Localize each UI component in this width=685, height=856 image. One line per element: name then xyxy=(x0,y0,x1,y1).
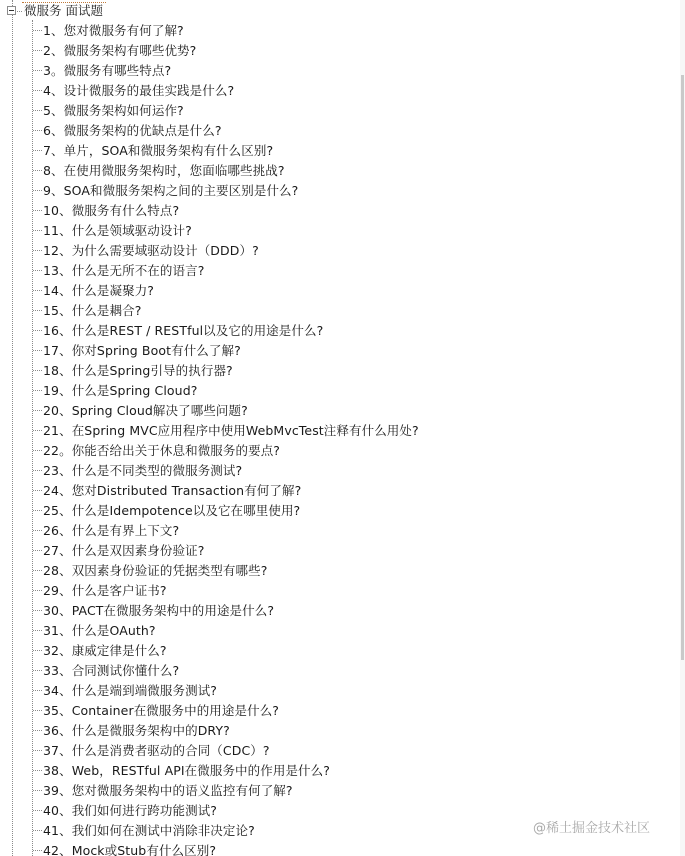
tree-connector xyxy=(33,110,42,111)
tree-node-item[interactable] xyxy=(0,61,680,81)
tree-connector xyxy=(33,790,42,791)
tree-node-item[interactable] xyxy=(0,401,680,421)
tree-node-item[interactable] xyxy=(0,541,680,561)
tree-node-item-label[interactable]: 39、您对微服务架构中的语义监控有何了解? xyxy=(43,783,293,798)
tree-node-item[interactable] xyxy=(0,221,680,241)
tree-node-item-label[interactable]: 7、单片，SOA和微服务架构有什么区别? xyxy=(43,143,274,158)
tree-node-item[interactable] xyxy=(0,721,680,741)
tree-node-item-label[interactable]: 14、什么是凝聚力? xyxy=(43,283,155,298)
tree-node-item-label[interactable]: 30、PACT在微服务架构中的用途是什么? xyxy=(43,603,275,618)
tree-node-item-label[interactable]: 5、微服务架构如何运作? xyxy=(43,103,184,118)
tree-connector xyxy=(33,670,42,671)
tree-node-item-label[interactable]: 9、SOA和微服务架构之间的主要区别是什么? xyxy=(43,183,299,198)
tree-connector xyxy=(33,510,42,511)
tree-connector xyxy=(33,730,42,731)
scrollbar-thumb[interactable] xyxy=(681,75,684,660)
tree-node-item[interactable] xyxy=(0,501,680,521)
tree-connector xyxy=(33,470,42,471)
tree-node-item-label[interactable]: 42、Mock或Stub有什么区别? xyxy=(43,843,217,856)
tree-connector xyxy=(33,450,42,451)
tree-node-item[interactable] xyxy=(0,101,680,121)
tree-node-item-label[interactable]: 31、什么是OAuth? xyxy=(43,623,156,638)
tree-connector xyxy=(33,30,42,31)
tree-connector xyxy=(33,850,42,851)
tree-node-item[interactable] xyxy=(0,241,680,261)
tree-node-item[interactable] xyxy=(0,421,680,441)
tree-node-item-label[interactable]: 19、什么是Spring Cloud? xyxy=(43,383,198,398)
tree-node-item[interactable] xyxy=(0,701,680,721)
tree-connector xyxy=(33,350,42,351)
tree-node-item-label[interactable]: 27、什么是双因素身份验证? xyxy=(43,543,205,558)
tree-node-item-label[interactable]: 24、您对Distributed Transaction有何了解? xyxy=(43,483,302,498)
tree-node-item-label[interactable]: 2、微服务架构有哪些优势? xyxy=(43,43,197,58)
tree-node-item-label[interactable]: 28、双因素身份验证的凭据类型有哪些? xyxy=(43,563,268,578)
tree-connector xyxy=(33,590,42,591)
tree-connector xyxy=(33,170,42,171)
tree-node-item[interactable] xyxy=(0,521,680,541)
tree-connector xyxy=(33,210,42,211)
tree-node-item-label[interactable]: 33、合同测试你懂什么? xyxy=(43,663,180,678)
tree-node-item[interactable] xyxy=(0,781,680,801)
tree-connector xyxy=(33,270,42,271)
tree-node-item-label[interactable]: 23、什么是不同类型的微服务测试? xyxy=(43,463,243,478)
tree-connector xyxy=(33,130,42,131)
tree-node-item[interactable] xyxy=(0,21,680,41)
tree-node-item-label[interactable]: 37、什么是消费者驱动的合同（CDC）? xyxy=(43,743,270,758)
tree-node-item-label[interactable]: 15、什么是耦合? xyxy=(43,303,142,318)
tree-node-item[interactable] xyxy=(0,201,680,221)
tree-connector xyxy=(33,50,42,51)
tree-connector xyxy=(33,710,42,711)
tree-connector xyxy=(33,430,42,431)
tree-node-item-label[interactable]: 20、Spring Cloud解决了哪些问题? xyxy=(43,403,248,418)
tree-node-item-label[interactable]: 34、什么是端到端微服务测试? xyxy=(43,683,218,698)
tree-node-item[interactable] xyxy=(0,741,680,761)
tree-node-item-label[interactable]: 26、什么是有界上下文? xyxy=(43,523,180,538)
tree-connector xyxy=(33,310,42,311)
tree-node-item-label[interactable]: 40、我们如何进行跨功能测试? xyxy=(43,803,218,818)
tree-node-item-label[interactable]: 13、什么是无所不在的语言? xyxy=(43,263,205,278)
tree-node-item-label[interactable]: 1、您对微服务有何了解? xyxy=(43,23,184,38)
tree-node-item[interactable] xyxy=(0,621,680,641)
tree-node-item-label[interactable]: 11、什么是领域驱动设计? xyxy=(43,223,192,238)
tree-connector xyxy=(33,810,42,811)
tree-node-item[interactable] xyxy=(0,141,680,161)
tree-node-item[interactable] xyxy=(0,561,680,581)
tree-node-item-label[interactable]: 17、你对Spring Boot有什么了解? xyxy=(43,343,241,358)
tree-node-item-label[interactable]: 36、什么是微服务架构中的DRY? xyxy=(43,723,230,738)
tree-connector xyxy=(33,550,42,551)
tree-node-item[interactable] xyxy=(0,161,680,181)
tree-connector xyxy=(33,90,42,91)
tree-connector xyxy=(33,390,42,391)
tree-connector xyxy=(33,70,42,71)
tree-node-item[interactable] xyxy=(0,481,680,501)
tree-connector xyxy=(33,150,42,151)
tree-node-root-label[interactable]: 微服务 面试题 xyxy=(24,3,103,18)
tree-connector xyxy=(33,770,42,771)
tree-children-list xyxy=(0,21,680,856)
vertical-scrollbar[interactable] xyxy=(680,0,685,856)
tree-node-item[interactable] xyxy=(0,341,680,361)
tree-node-item[interactable] xyxy=(0,181,680,201)
watermark: @稀土掘金技术社区 xyxy=(533,821,651,836)
tree-connector xyxy=(33,230,42,231)
tree-node-item[interactable] xyxy=(0,121,680,141)
tree-connector xyxy=(33,290,42,291)
tree-connector xyxy=(33,830,42,831)
tree-connector xyxy=(33,610,42,611)
tree-connector xyxy=(33,630,42,631)
tree-node-item-label[interactable]: 4、设计微服务的最佳实践是什么? xyxy=(43,83,235,98)
tree-connector xyxy=(33,490,42,491)
tree-node-item[interactable] xyxy=(0,41,680,61)
tree-connector xyxy=(33,370,42,371)
tree-node-item-label[interactable]: 35、Container在微服务中的用途是什么? xyxy=(43,703,280,718)
tree-node-item-label[interactable]: 6、微服务架构的优缺点是什么? xyxy=(43,123,222,138)
tree-node-item[interactable] xyxy=(0,381,680,401)
tree-node-item[interactable] xyxy=(0,581,680,601)
tree-node-item-label[interactable]: 38、Web，RESTful API在微服务中的作用是什么? xyxy=(43,763,330,778)
tree-connector xyxy=(33,650,42,651)
tree-connector xyxy=(33,530,42,531)
tree-node-item[interactable] xyxy=(0,261,680,281)
tree-connector xyxy=(33,570,42,571)
tree-node-item-label[interactable]: 22。你能否给出关于休息和微服务的要点? xyxy=(43,443,281,458)
tree-connector xyxy=(33,690,42,691)
collapse-toggle-icon[interactable] xyxy=(7,6,16,15)
tree-node-item[interactable] xyxy=(0,281,680,301)
tree-node-item-label[interactable]: 41、我们如何在测试中消除非决定论? xyxy=(43,823,255,838)
tree-connector xyxy=(33,750,42,751)
tree-node-item[interactable] xyxy=(0,661,680,681)
tree-node-item[interactable] xyxy=(0,321,680,341)
tree-node-item[interactable] xyxy=(0,681,680,701)
tree-node-item[interactable] xyxy=(0,641,680,661)
tree-node-item[interactable] xyxy=(0,761,680,781)
tree-node-item[interactable] xyxy=(0,441,680,461)
tree-node-item[interactable] xyxy=(0,81,680,101)
tree-node-item-label[interactable]: 8、在使用微服务架构时，您面临哪些挑战? xyxy=(43,163,285,178)
tree-node-item[interactable] xyxy=(0,601,680,621)
tree-node-item-label[interactable]: 16、什么是REST / RESTful以及它的用途是什么? xyxy=(43,323,324,338)
tree-node-item-label[interactable]: 32、康威定律是什么? xyxy=(43,643,167,658)
tree-node-item[interactable] xyxy=(0,361,680,381)
tree-connector xyxy=(33,250,42,251)
tree-node-item-label[interactable]: 25、什么是Idempotence以及它在哪里使用? xyxy=(43,503,301,518)
tree-node-item-label[interactable]: 18、什么是Spring引导的执行器? xyxy=(43,363,233,378)
tree-connector xyxy=(33,410,42,411)
tree-connector xyxy=(33,330,42,331)
tree-connector xyxy=(17,11,22,12)
tree-connector xyxy=(33,190,42,191)
tree-node-item[interactable] xyxy=(0,301,680,321)
tree-node-item[interactable] xyxy=(0,461,680,481)
tree-node-item-label[interactable]: 29、什么是客户证书? xyxy=(43,583,167,598)
tree-node-item-label[interactable]: 12、为什么需要域驱动设计（DDD）? xyxy=(43,243,259,258)
tree-node-item[interactable] xyxy=(0,841,680,856)
tree-node-item-label[interactable]: 3。微服务有哪些特点? xyxy=(43,63,172,78)
tree-node-item-label[interactable]: 21、在Spring MVC应用程序中使用WebMvcTest注释有什么用处? xyxy=(43,423,419,438)
tree-node-item-label[interactable]: 10、微服务有什么特点? xyxy=(43,203,180,218)
